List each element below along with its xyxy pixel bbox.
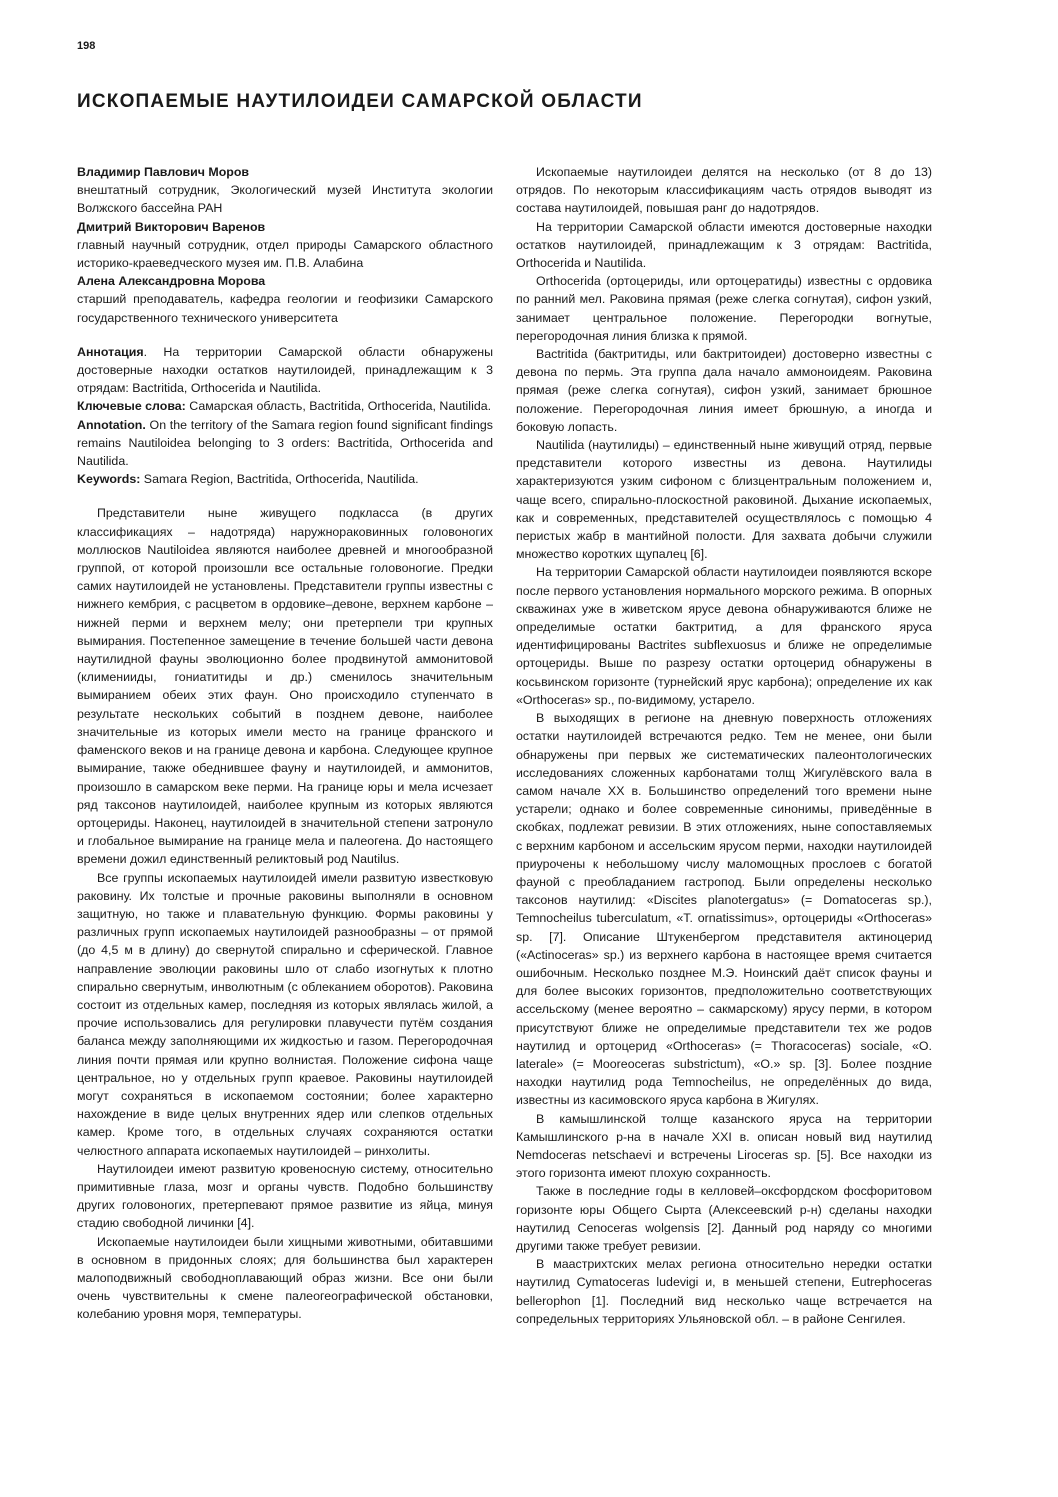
abstract-en-text: On the territory of the Samara region found significant findings remains Nautiloidea belonging to 3 orders: Bactritida, Orthocerida and Nautilida. bbox=[77, 417, 493, 469]
author-affiliation: старший преподаватель, кафедра геологии и геофизики Самарского государственного технического университета bbox=[77, 292, 493, 325]
left-column bbox=[77, 163, 493, 1324]
author-name: Алена Александровна Морова bbox=[77, 274, 266, 289]
body-paragraph: Orthocerida (ортоцериды, или ортоцератиды) известны с ордовика по ранний мел. Раковина прямая (реже слегка согнутая), сифон узкий, занимает центральное положение. Перегородки вогнутые, перегородочная линия близка к прямой. bbox=[516, 274, 932, 343]
keywords-en-label: Keywords: bbox=[77, 472, 141, 487]
keywords-en bbox=[77, 470, 493, 488]
author-name: Владимир Павлович Моров bbox=[77, 165, 250, 179]
author-affiliation: внештатный сотрудник, Экологический музей Института экологии Волжского бассейна РАН bbox=[77, 183, 493, 216]
abstract-block bbox=[77, 343, 493, 489]
keywords-en-text: Samara Region, Bactritida, Orthocerida, Nautilida. bbox=[140, 472, 419, 487]
body-paragraph: Представители ныне живущего подкласса (в других классификациях – надотряда) наружнораковинных головоногих моллюсков Nautiloidea являются наиболее древней и многообразной группой, от которой произошли все остальные головоногие. Предки самих наутилоидей не установлены. Представители группы известны с нижнего кембрия, с расцветом в ордовике–девоне, верхнем карбоне – нижней перми и верхнем мелу; они претерпели три крупных вымирания. Постепенное замещение в течение большей части девона наутилидной фауны эволюционно более продвинутой аммонитовой (клименииды, гониатитиды и др.) сменилось значительным вымиранием обеих этих фаун. Оно происходило ступенчато в результате нескольких событий в позднем девоне, наиболее значительные из которых имели место на границе франского и фаменского веков и на границе девона и карбона. Следующее крупное вымирание, также обеднившее фауну и наутилоидей, и аммонитов, произошло в самарском веке перми. На границе юры и мела исчезает ряд таксонов наутилоидей, наиболее крупным из которых являются ортоцериды. Наконец, наутилоидей в значительной степени затронуло и глобальное вымирание на границе мела и палеогена. До настоящего времени дожил единственный реликтовый род Nautilus. bbox=[77, 506, 493, 867]
body-paragraph: В маастрихтских мелах региона относительно нередки остатки наутилид Cymatoceras ludevigi и, в меньшей степени, Eutrephoceras bellerophon [1]. Последний вид несколько чаще встречается на сопредельных территориях Ульяновской обл. – в районе Сенгилея. bbox=[516, 1257, 932, 1326]
page-number: 198 bbox=[77, 40, 96, 52]
body-paragraph: В выходящих в регионе на дневную поверхность отложениях остатки наутилоидей встречаются редко. Тем не менее, они были обнаружены при первых же систематических палеонтологических исследованиях сложенных карбонатами толщ Жигулёвского вала в самом начале XX в. Большинство определений того времени ныне устарели; однако и более современные синонимы, приведённые в скобках, подлежат ревизии. В этих отложениях, ныне сопоставляемых с верхним карбоном и ассельским ярусом перми, находки наутилоидей приурочены к небольшому числу маломощных прослоев с богатой фауной с преобладанием гастропод. Были определены несколько таксонов наутилид: «Discites planotergatus» (= Domatoceras sp.), Temnocheilus tuberculatum, «T. ornatissimus», ортоцериды «Orthoceras» sp. [7]. Описание Штукенбергом представителя актиноцерид («Actinoceras» sp.) из верхнего карбона в настоящее время считается ошибочным. Несколько позднее М.Э. Ноинский даёт список фауны и для более высоких горизонтов, предположительно соответствующих ассельскому (менее вероятно – сакмарскому) ярусу перми, в котором присутствуют ближе не определимые представители тех же родов наутилид и ортоцерид «Orthoceras» (= Thoracoceras) sociale, «O. laterale» (= Mooreoceras substrictum), «O.» sp. [3]. Более поздние находки наутилид рода Temnocheilus, не определённых до вида, известны из касимовского яруса карбона в Жигулях. bbox=[516, 711, 932, 1108]
author-name: Дмитрий Викторович Варенов bbox=[77, 219, 266, 234]
body-paragraph: Ископаемые наутилоидеи делятся на несколько (от 8 до 13) отрядов. По некоторым классификациям часть отрядов выводят из состава наутилоидей, повышая ранг до надотрядов. bbox=[516, 165, 932, 216]
abstract-en bbox=[77, 416, 493, 471]
keywords-ru-label: Ключевые слова: bbox=[77, 399, 186, 414]
abstract-en-label: Annotation. bbox=[77, 417, 146, 432]
abstract-ru-text: . На территории Самарской области обнаружены достоверные находки остатков наутилоидей, принадлежащим к 3 отрядам: Bactritida, Orthocerida и Nautilida. bbox=[77, 344, 493, 396]
abstract-ru-label: Аннотация bbox=[77, 344, 144, 359]
body-paragraph: В камышлинской толще казанского яруса на территории Камышлинского р-на в начале XXI в. описан новый вид наутилид Nemdoceras netschaevi и встречены Liroceras sp. [5]. Все находки из этого горизонта имеют плохую сохранность. bbox=[516, 1111, 932, 1181]
keywords-ru bbox=[77, 397, 493, 415]
body-paragraph: На территории Самарской области наутилоидеи появляются вскоре после первого установления нормального морского режима. В опорных скважинах уже в живетском ярусе девона обнаруживаются ближе не определимые остатки бактритид, а для франского яруса идентифицированы Bactrites subflexuosus и ближе не определимые ортоцериды. Выше по разрезу остатки ортоцерид обнаружены в косьвинском горизонте (турнейский ярус карбона); определение их как «Orthoceras» sp., по-видимому, устарело. bbox=[516, 565, 932, 707]
abstract-ru bbox=[77, 343, 493, 398]
authors-block bbox=[77, 163, 493, 327]
body-paragraph: Наутилоидеи имеют развитую кровеносную систему, относительно примитивные глаза, мозг и органы чувств. Подобно большинству других головоногих, претерпевают прямое развитие из яйца, минуя стадию свободной личинки [4]. bbox=[77, 1161, 493, 1231]
keywords-ru-text: Самарская область, Bactritida, Orthocerida, Nautilida. bbox=[185, 399, 492, 414]
body-paragraph: Bactritida (бактритиды, или бактритоидеи) достоверно известны с девона по пермь. Эта группа дала начало аммоноидеям. Раковина прямая (реже слегка согнутая), сифон узкий, занимает брюшное положение. Перегородочная линия имеет брюшную, а иногда и боковую лопасть. bbox=[516, 347, 932, 434]
author-affiliation: главный научный сотрудник, отдел природы Самарского областного историко-краеведческого музея им. П.В. Алабина bbox=[77, 237, 493, 271]
body-paragraph: Все группы ископаемых наутилоидей имели развитую известковую раковину. Их толстые и прочные раковины выполняли в основном защитную, но также и плавательную функцию. Формы раковины у различных групп ископаемых наутилоидей разнообразны – от прямой (до 4,5 м в длину) до свернутой спирально и сферической. Главное направление эволюции раковины шло от слабо изогнутых к плотно спирально свернутым, инволютным (с облеканием оборотов). Раковина состоит из отдельных камер, последняя из которых являлась жилой, а прочие использовались для регулировки плавучести путём создания баланса между заполняющими их жидкостью и газом. Перегородочная линия почти прямая или крупно волнистая. Положение сифона чаще центральное, но у отдельных групп краевое. Раковины наутилоидей могут сохраняться в ископаемом состоянии; более характерно нахождение в виде целых внутренних ядер или слепков отдельных камер. Кроме того, в отдельных случаях сохраняются остатки челюстного аппарата ископаемых наутилоидей – ринхолиты. bbox=[77, 870, 493, 1158]
body-paragraph: Nautilida (наутилиды) – единственный ныне живущий отряд, первые представители которого известны из девона. Наутилиды характеризуются узким сифоном с близцентральным положением и, чаще всего, спирально-плоскостной раковиной. Дыхание ископаемых, как и современных, представителей осуществлялось с помощью 4 перистых жабр в мантийной полости. Для захвата добычи служили множество коротких щупалец [6]. bbox=[516, 438, 932, 562]
page-title: ИСКОПАЕМЫЕ НАУТИЛОИДЕИ САМАРСКОЙ ОБЛАСТИ bbox=[77, 91, 643, 112]
body-paragraph: На территории Самарской области имеются достоверные находки остатков наутилоидей, принадлежащим к 3 отрядам: Bactritida, Orthocerida и Nautilida. bbox=[516, 219, 932, 271]
body-left bbox=[77, 504, 493, 1323]
body-paragraph: Ископаемые наутилоидеи были хищными животными, обитавшими в основном в придонных слоях; для большинства был характерен малоподвижный свободноплавающий образ жизни. Все они были очень чувствительны к смене палеогеографической обстановки, колебанию уровня моря, температуры. bbox=[77, 1234, 493, 1322]
body-paragraph: Также в последние годы в келловей–оксфордском фосфоритовом горизонте юры Общего Сырта (Алексеевский р-н) сделаны находки наутилид Cenoceras wolgensis [2]. Данный род наряду со многими другими также требует ревизии. bbox=[516, 1184, 932, 1253]
right-column bbox=[516, 163, 932, 1328]
